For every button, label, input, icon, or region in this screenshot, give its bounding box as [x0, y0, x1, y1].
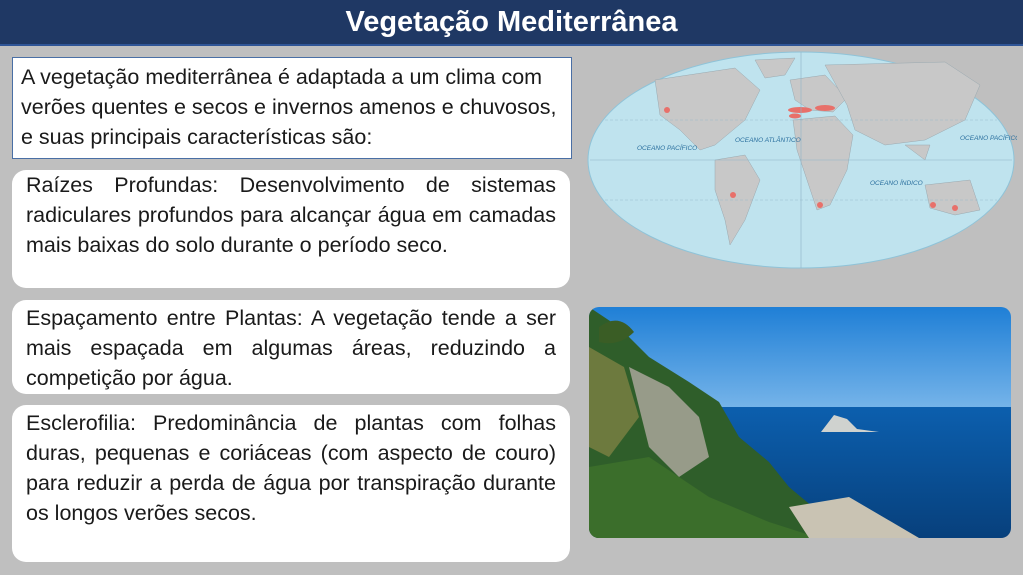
- card-text: Esclerofilia: Predominância de plantas com folhas duras, pequenas e coriáceas (com aspecto de couro) para reduzir a perda de água por transpiração durante os longos verões secos.: [26, 411, 556, 525]
- mediterranean-landscape-photo: [589, 307, 1011, 538]
- card-text: Espaçamento entre Plantas: A vegetação tende a ser mais espaçada em algumas áreas, reduzindo a competição por água.: [26, 306, 556, 390]
- page-title: Vegetação Mediterrânea: [345, 5, 678, 38]
- label-indian: OCEANO ÍNDICO: [870, 180, 923, 187]
- intro-text: A vegetação mediterrânea é adaptada a um clima com verões quentes e secos e invernos amenos e chuvosos, e suas principais características são:: [21, 65, 557, 149]
- card-sclerophylly: [12, 405, 570, 562]
- label-pacific-left: OCEANO PACÍFICO: [637, 145, 698, 152]
- world-map: [585, 50, 1017, 270]
- card-text: Raízes Profundas: Desenvolvimento de sistemas radiculares profundos para alcançar água em camadas mais baixas do solo durante o período seco.: [26, 173, 556, 257]
- title-bar: [0, 0, 1023, 46]
- world-map-image: [585, 50, 1017, 270]
- landscape-image: [589, 307, 1011, 538]
- card-plant-spacing: [12, 300, 570, 394]
- intro-box: [12, 57, 572, 159]
- label-pacific-right: OCEANO PACÍFICO: [960, 135, 1017, 142]
- card-deep-roots: [12, 170, 570, 288]
- label-atlantic: OCEANO ATLÂNTICO: [735, 137, 801, 144]
